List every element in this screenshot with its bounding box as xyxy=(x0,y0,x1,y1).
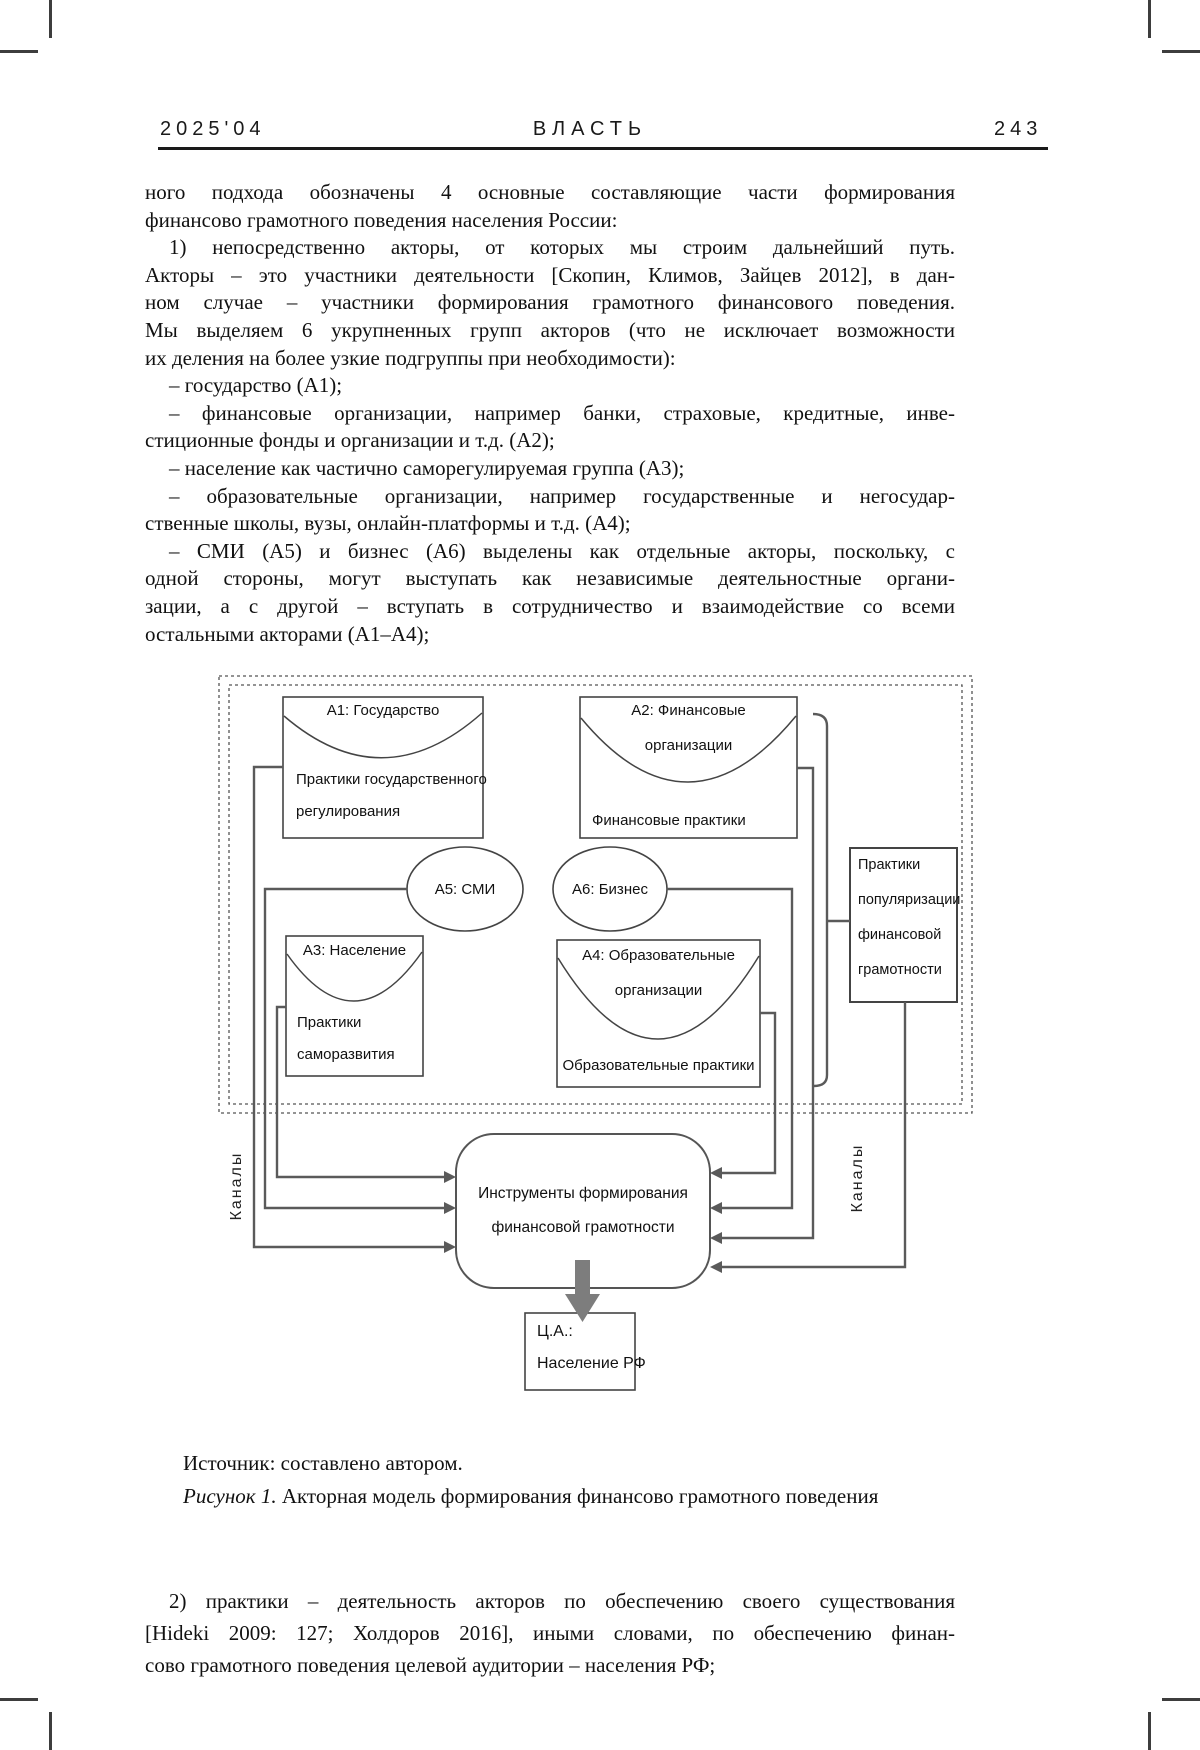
text-line: зации, а с другой – вступать в сотрудничество и взаимодействие со всеми xyxy=(145,593,955,618)
text-line: Мы выделяем 6 укрупненных групп акторов (что не исключает возможности xyxy=(145,317,955,342)
crop-mark-bottom-left-h xyxy=(0,1698,38,1701)
page-number: 243 xyxy=(994,118,1043,140)
text-line: – финансовые организации, например банки, страховые, кредитные, инве- xyxy=(169,400,955,425)
channels-label-right: Каналы xyxy=(849,1143,866,1213)
text-line: – СМИ (А5) и бизнес (А6) выделены как отдельные акторы, поскольку, с xyxy=(169,538,955,563)
crop-mark-top-right-v xyxy=(1148,0,1151,38)
target-audience-label: Население РФ xyxy=(537,1355,646,1372)
crop-mark-bottom-left-v xyxy=(49,1712,52,1750)
text-line: стиционные фонды и организации и т.д. (А2); xyxy=(145,428,555,453)
figure-title-text: Акторная модель формирования финансово грамотного поведения xyxy=(276,1484,879,1508)
text-line: ственные школы, вузы, онлайн-платформы и т.д. (А4); xyxy=(145,511,631,536)
actor-a3-practice: саморазвития xyxy=(297,1046,395,1063)
actor-a2-practice: Финансовые практики xyxy=(592,812,746,829)
text-line: ного подхода обозначены 4 основные составляющие части формирования xyxy=(145,180,955,204)
crop-mark-top-left-v xyxy=(49,0,52,38)
crop-mark-top-right-h xyxy=(1162,50,1200,53)
text-line: 1) непосредственно акторы, от которых мы строим дальнейший путь. xyxy=(169,235,955,260)
text-line: остальными акторами (А1–А4); xyxy=(145,621,430,646)
channels-label-left: Каналы xyxy=(228,1151,245,1221)
figure-caption xyxy=(145,1447,955,1513)
body-text xyxy=(145,179,955,648)
actor-a3-title: А3: Население xyxy=(302,942,407,959)
crop-mark-bottom-right-h xyxy=(1162,1698,1200,1701)
actor-a1-practice: Практики государственного xyxy=(296,771,487,788)
figure-number: Рисунок 1. xyxy=(183,1484,277,1508)
text-line: [Hideki 2009: 127; Холдоров 2016], иными словами, по обеспечению финан- xyxy=(145,1621,955,1645)
text-line: – образовательные организации, например государственные и негосудар- xyxy=(169,483,955,508)
text-line: их деления на более узкие подгруппы при необходимости): xyxy=(145,345,676,370)
popularization-label: финансовой xyxy=(858,927,942,943)
actor-a4-practice: Образовательные практики xyxy=(562,1057,755,1074)
text-line: одной стороны, могут выступать как независимые деятельностные органи- xyxy=(145,566,955,591)
tools-label: финансовой грамотности xyxy=(491,1219,675,1236)
text-line: 2) практики – деятельность акторов по обеспечению своего существования xyxy=(169,1589,955,1613)
text-line: Акторы – это участники деятельности [Скопин, Климов, Зайцев 2012], в дан- xyxy=(145,262,955,287)
popularization-label: Практики xyxy=(858,857,921,873)
actor-a1-practice: регулирования xyxy=(296,803,401,820)
actor-a6-label: А6: Бизнес xyxy=(572,881,648,898)
actor-a5-label: А5: СМИ xyxy=(434,881,496,898)
crop-mark-top-left-h xyxy=(0,50,38,53)
target-audience-label: Ц.А.: xyxy=(537,1323,573,1340)
actor-a3-practice: Практики xyxy=(297,1014,362,1031)
figure-title xyxy=(145,1480,955,1513)
text-line: – население как частично саморегулируемая группа (А3); xyxy=(169,455,685,480)
journal-issue: 2025'04 xyxy=(160,118,266,140)
actor-a4-title: А4: Образовательные xyxy=(582,947,735,964)
popularization-label: грамотности xyxy=(858,962,942,978)
source-note: Источник: составлено автором. xyxy=(183,1451,463,1475)
actor-a4-title: организации xyxy=(614,982,703,999)
popularization-label: популяризации xyxy=(858,892,961,908)
text-line: ном случае – участники формирования грамотного финансового поведения. xyxy=(145,290,955,315)
text-line: – государство (А1); xyxy=(169,373,343,398)
footer-paragraph xyxy=(145,1585,955,1681)
tools-label: Инструменты формирования xyxy=(478,1185,688,1202)
actor-a2-title: А2: Финансовые xyxy=(631,702,746,719)
text-line: финансово грамотного поведения населения России: xyxy=(145,207,618,232)
crop-mark-bottom-right-v xyxy=(1148,1712,1151,1750)
actor-a1-title: А1: Государство xyxy=(326,702,440,719)
header-rule xyxy=(158,147,1048,150)
journal-title: ВЛАСТЬ xyxy=(532,118,648,140)
actor-a2-title: организации xyxy=(644,737,733,754)
text-line: сово грамотного поведения целевой аудитории – населения РФ; xyxy=(145,1653,716,1677)
